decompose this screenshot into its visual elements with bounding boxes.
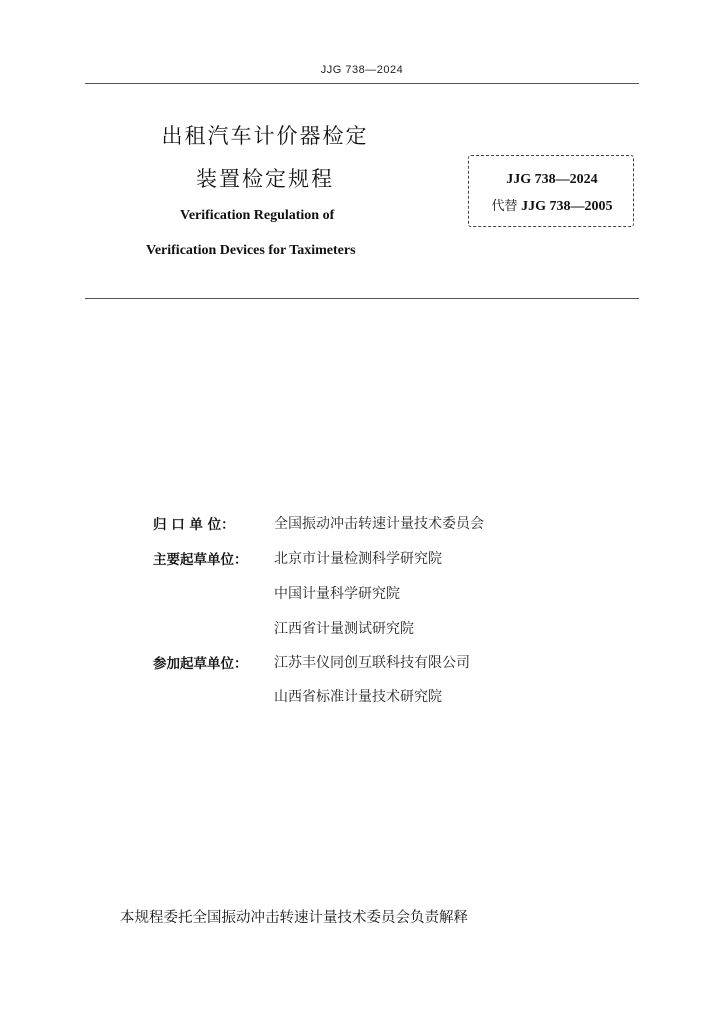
document-code-header: JJG 738—2024: [320, 64, 404, 76]
bottom-divider: [85, 298, 639, 299]
participating-drafting-unit: 江苏丰仪同创互联科技有限公司: [274, 655, 470, 671]
main-drafting-label: 主要起草单位：: [153, 552, 248, 568]
standard-number: JJG 738—2024: [506, 172, 598, 187]
participating-drafting-label: 参加起草单位：: [153, 656, 248, 672]
participating-drafting-unit: 山西省标准计量技术研究院: [274, 689, 442, 705]
main-drafting-unit: 江西省计量测试研究院: [274, 621, 414, 637]
responsible-unit-label: 归 口 单 位：: [153, 517, 235, 533]
main-drafting-unit: 中国计量科学研究院: [274, 586, 400, 602]
main-drafting-row: [153, 618, 414, 638]
main-drafting-row: [153, 583, 400, 603]
top-divider: [85, 83, 639, 84]
replaces-prefix: 代替: [491, 199, 518, 214]
main-drafting-row: [153, 548, 442, 568]
participating-drafting-row: [153, 652, 470, 672]
participating-drafting-row: [153, 686, 442, 706]
english-title-line-1: Verification Regulation of: [180, 208, 335, 223]
main-drafting-unit: 北京市计量检测科学研究院: [274, 551, 442, 567]
standard-code-box: [468, 155, 634, 227]
interpretation-note: 本规程委托全国振动冲击转速计量技术委员会负责解释: [120, 910, 468, 926]
responsible-unit-row: [153, 513, 484, 533]
chinese-title-line-2: 装置检定规程: [196, 167, 334, 191]
responsible-unit-value: 全国振动冲击转速计量技术委员会: [274, 516, 484, 532]
english-title-line-2: Verification Devices for Taximeters: [146, 243, 356, 258]
replaced-standard-number: JJG 738—2005: [521, 199, 613, 214]
replaces-line: [469, 195, 635, 215]
chinese-title-line-1: 出租汽车计价器检定: [161, 124, 369, 148]
